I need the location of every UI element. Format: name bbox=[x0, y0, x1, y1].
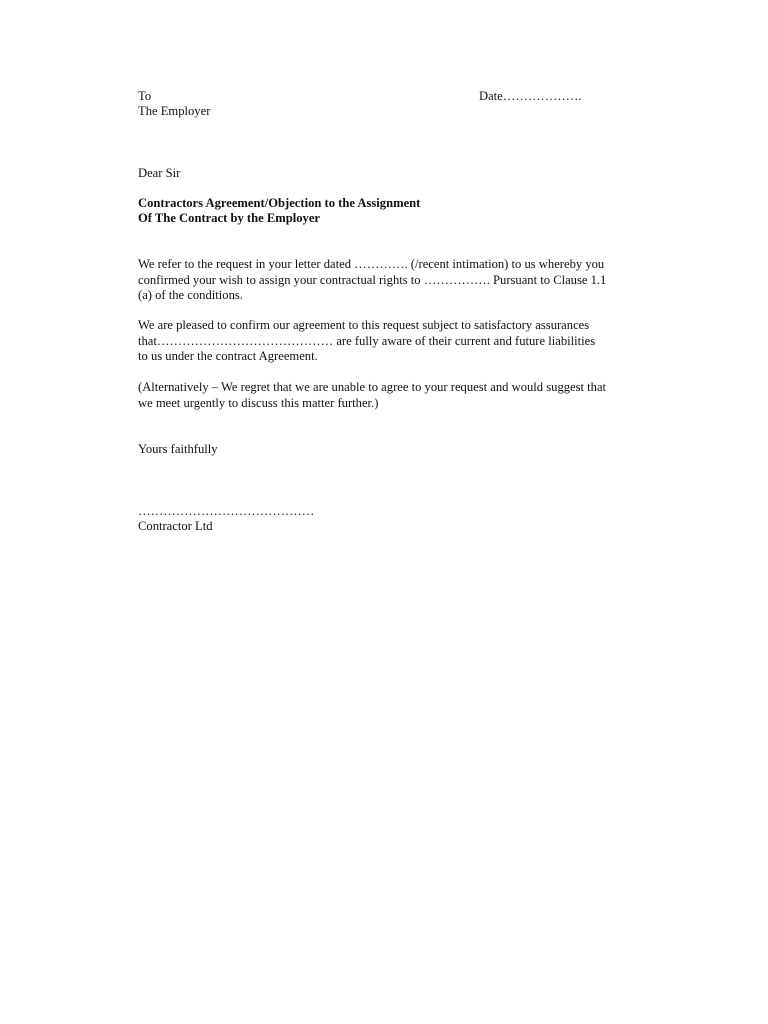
subject-line-2: Of The Contract by the Employer bbox=[138, 211, 321, 225]
closing: Yours faithfully bbox=[138, 442, 218, 456]
paragraph-request bbox=[138, 257, 630, 304]
paragraph-agreement bbox=[138, 318, 630, 365]
paragraph-line: that…………………………………… are fully aware of their current and future liabilities bbox=[138, 333, 596, 348]
paragraph-alternative bbox=[138, 380, 630, 411]
paragraph-line: to us under the contract Agreement. bbox=[138, 349, 318, 363]
paragraph-line: (a) of the conditions. bbox=[138, 288, 243, 302]
signatory: Contractor Ltd bbox=[138, 519, 213, 533]
salutation: Dear Sir bbox=[138, 166, 181, 180]
subject-line-1: Contractors Agreement/Objection to the Assignment bbox=[138, 196, 421, 210]
paragraph-line: we meet urgently to discuss this matter further.) bbox=[138, 395, 379, 410]
to-label: To bbox=[138, 89, 152, 103]
recipient: The Employer bbox=[138, 104, 211, 118]
paragraph-line: We refer to the request in your letter dated …………. (/recent intimation) to us whereby you bbox=[138, 257, 605, 271]
paragraph-line: (Alternatively – We regret that we are unable to agree to your request and would suggest that bbox=[138, 380, 607, 394]
date-label: Date………………. bbox=[479, 89, 582, 103]
paragraph-line: confirmed your wish to assign your contractual rights to ……………. Pursuant to Clause 1.1 bbox=[138, 272, 607, 287]
paragraph-line: We are pleased to confirm our agreement to this request subject to satisfactory assurances bbox=[138, 318, 590, 332]
signature-line: …………………………………… bbox=[138, 504, 315, 518]
